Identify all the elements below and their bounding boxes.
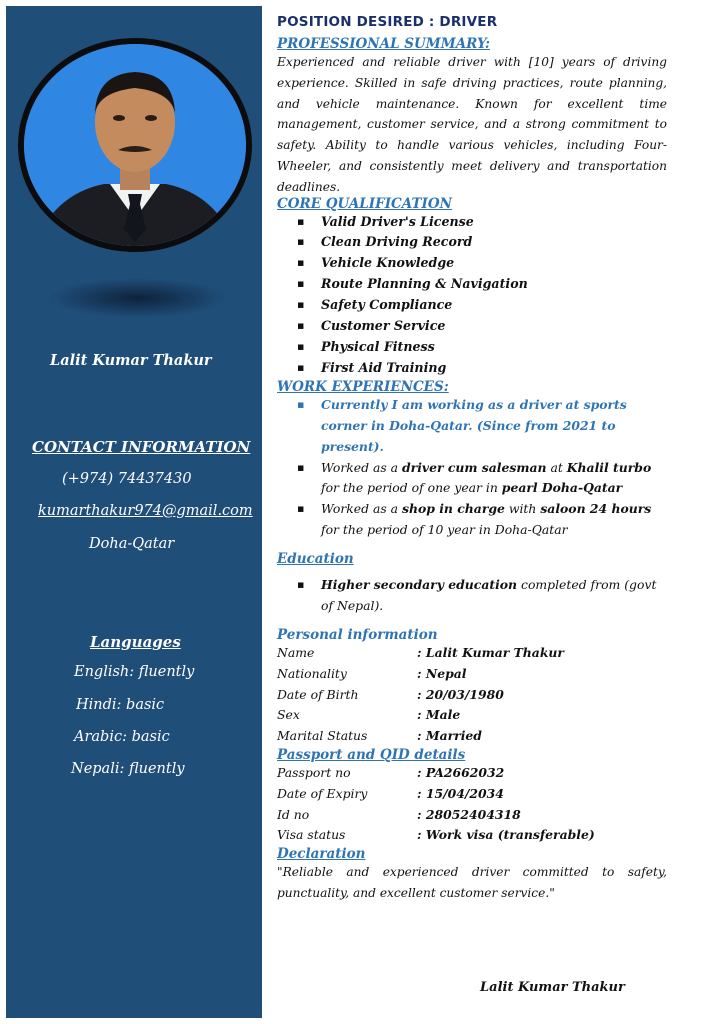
list-item: ▪ Route Planning & Navigation xyxy=(277,274,667,295)
photo-shadow xyxy=(48,278,228,318)
language-item: Nepali: fluently xyxy=(71,761,185,777)
education-list xyxy=(277,575,667,617)
list-item: ▪ Vehicle Knowledge xyxy=(277,253,667,274)
main-content xyxy=(277,14,667,904)
personal-row: Marital Status : Married xyxy=(277,728,482,744)
personal-row: Nationality : Nepal xyxy=(277,665,467,681)
contact-heading: CONTACT INFORMATION xyxy=(32,438,251,456)
list-item: ▪ Currently I am working as a driver at sports corner in Doha-Qatar. (Since from 2021 to present). xyxy=(277,395,667,458)
personal-info-heading: Personal information xyxy=(277,626,438,643)
language-item: Hindi: basic xyxy=(76,697,165,713)
language-item: Arabic: basic xyxy=(74,729,170,745)
list-item: ▪ Safety Compliance xyxy=(277,295,667,316)
personal-row: Name : Lalit Kumar Thakur xyxy=(277,644,564,660)
declaration-text: "Reliable and experienced driver committed to safety, punctuality, and excellent customer service." xyxy=(277,865,667,900)
passport-row: Date of Expiry : 15/04/2034 xyxy=(277,785,504,801)
sidebar-name: Lalit Kumar Thakur xyxy=(50,352,212,369)
contact-email-link[interactable]: kumarthakur974@gmail.com xyxy=(38,503,253,519)
language-item: English: fluently xyxy=(74,664,195,680)
list-item: ▪ Physical Fitness xyxy=(277,337,667,358)
languages-heading: Languages xyxy=(90,633,181,651)
list-item: ▪ Worked as a shop in charge with saloon 24 hours for the period of 10 year in Doha-Qatar xyxy=(277,499,667,541)
profile-photo xyxy=(24,44,246,246)
position-title: POSITION DESIRED : DRIVER xyxy=(277,14,498,30)
contact-phone: (+974) 74437430 xyxy=(62,471,192,487)
list-item: ▪ Customer Service xyxy=(277,316,667,337)
list-item: ▪ Valid Driver's License xyxy=(277,212,667,233)
list-item: ▪ First Aid Training xyxy=(277,358,667,379)
passport-row: Visa status : Work visa (transferable) xyxy=(277,827,595,843)
passport-heading: Passport and QID details xyxy=(277,746,466,763)
signature: Lalit Kumar Thakur xyxy=(480,980,625,995)
contact-location: Doha-Qatar xyxy=(89,536,175,552)
work-experience-list xyxy=(277,395,667,541)
personal-row: Date of Birth : 20/03/1980 xyxy=(277,686,504,702)
work-experience-heading: WORK EXPERIENCES: xyxy=(277,378,449,395)
list-item: ▪ Worked as a driver cum salesman at Khalil turbo for the period of one year in pearl Doha-Qatar xyxy=(277,458,667,500)
education-heading: Education xyxy=(277,551,354,568)
declaration-heading: Declaration xyxy=(277,846,366,863)
list-item: ▪ Higher secondary education completed from (govt of Nepal). xyxy=(277,575,667,617)
passport-row: Id no : 28052404318 xyxy=(277,806,521,822)
core-qualification-heading: CORE QUALIFICATION xyxy=(277,195,452,212)
core-qualification-list xyxy=(277,212,667,379)
person-portrait-icon xyxy=(24,44,246,246)
summary-heading: PROFESSIONAL SUMMARY: xyxy=(277,36,490,52)
personal-row: Sex : Male xyxy=(277,707,461,723)
summary-text: Experienced and reliable driver with [10] years of driving experience. Skilled in safe driving practices, route planning, and vehicle maintenance. Known for excellent time management, customer service, and a strong commitment to safety. Ability to handle various vehicles, including Four-Wheeler, and consistently meet delivery and transportation deadlines. xyxy=(277,55,667,194)
list-item: ▪ Clean Driving Record xyxy=(277,232,667,253)
passport-row: Passport no : PA2662032 xyxy=(277,764,505,780)
